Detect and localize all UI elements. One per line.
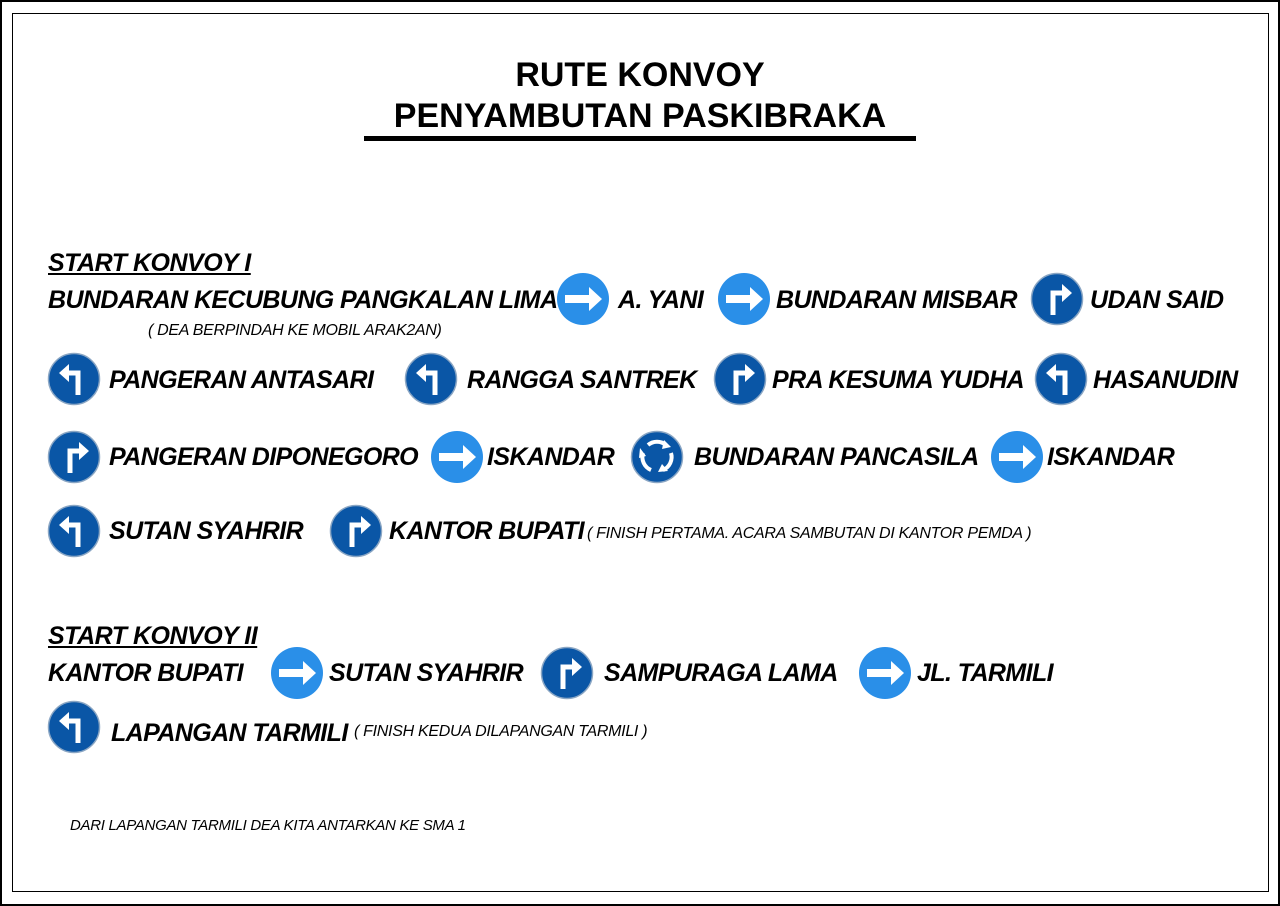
turn-right-icon — [47, 430, 101, 484]
title-underline — [364, 136, 916, 141]
route-label: RANGGA SANTREK — [467, 366, 697, 394]
route-label: KANTOR BUPATI — [389, 517, 584, 545]
start-note: ( DEA BERPINDAH KE MOBIL ARAK2AN) — [148, 322, 442, 339]
finish-note: ( FINISH KEDUA DILAPANGAN TARMILI ) — [354, 723, 648, 740]
route-label: HASANUDIN — [1093, 366, 1238, 394]
route-label: UDAN SAID — [1090, 286, 1224, 314]
route-label: LAPANGAN TARMILI — [111, 719, 348, 747]
route-label: SAMPURAGA LAMA — [604, 659, 838, 687]
route-label: BUNDARAN KECUBUNG PANGKALAN LIMA — [48, 286, 558, 314]
page-title: RUTE KONVOY — [515, 56, 765, 94]
route-label: JL. TARMILI — [917, 659, 1053, 687]
route-label: KANTOR BUPATI — [48, 659, 243, 687]
konvoy2-heading: START KONVOY II — [48, 622, 258, 650]
page-subtitle: PENYAMBUTAN PASKIBRAKA — [393, 97, 887, 135]
straight-arrow-icon — [990, 430, 1044, 484]
turn-right-icon — [540, 646, 594, 700]
turn-left-icon — [47, 352, 101, 406]
route-label: ISKANDAR — [1047, 443, 1175, 471]
straight-arrow-icon — [717, 272, 771, 326]
turn-right-icon — [329, 504, 383, 558]
route-label: PANGERAN ANTASARI — [109, 366, 374, 394]
turn-left-icon — [47, 700, 101, 754]
roundabout-icon — [630, 430, 684, 484]
footer-note: DARI LAPANGAN TARMILI DEA KITA ANTARKAN KE SMA 1 — [70, 817, 466, 834]
straight-arrow-icon — [270, 646, 324, 700]
route-label: SUTAN SYAHRIR — [329, 659, 524, 687]
straight-arrow-icon — [556, 272, 610, 326]
turn-left-icon — [47, 504, 101, 558]
turn-left-icon — [1034, 352, 1088, 406]
turn-left-icon — [404, 352, 458, 406]
straight-arrow-icon — [430, 430, 484, 484]
route-label: BUNDARAN MISBAR — [776, 286, 1017, 314]
route-label: PANGERAN DIPONEGORO — [109, 443, 418, 471]
route-label: BUNDARAN PANCASILA — [694, 443, 979, 471]
konvoy1-heading: START KONVOY I — [48, 249, 251, 277]
route-label: SUTAN SYAHRIR — [109, 517, 304, 545]
route-label: PRA KESUMA YUDHA — [772, 366, 1024, 394]
route-label: A. YANI — [618, 286, 704, 314]
turn-right-icon — [713, 352, 767, 406]
turn-right-icon — [1030, 272, 1084, 326]
straight-arrow-icon — [858, 646, 912, 700]
route-label: ISKANDAR — [487, 443, 615, 471]
finish-note: ( FINISH PERTAMA. ACARA SAMBUTAN DI KANTOR PEMDA ) — [587, 525, 1032, 542]
